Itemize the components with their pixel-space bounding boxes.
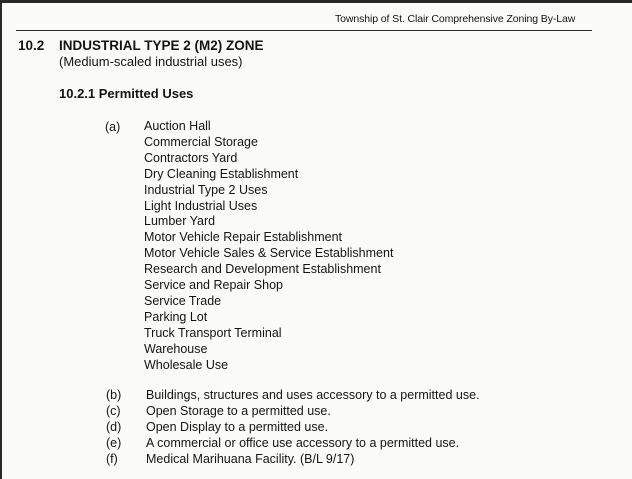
list-item: Motor Vehicle Repair Establishment: [144, 230, 343, 245]
list-item: Light Industrial Uses: [144, 198, 258, 213]
list-item: Dry Cleaning Establishment: [144, 166, 299, 181]
list-item-text: Medical Marihuana Facility. (B/L 9/17): [146, 451, 355, 466]
list-item: Service Trade: [144, 293, 222, 308]
list-marker-a: (a): [105, 120, 121, 134]
list-item: Service and Repair Shop: [144, 278, 283, 293]
list-item: Commercial Storage: [144, 134, 258, 149]
list-item-text: Open Display to a permitted use.: [146, 419, 329, 434]
list-marker: (b): [106, 388, 122, 402]
list-item: Wholesale Use: [144, 357, 229, 372]
section-number: 10.2: [18, 38, 45, 53]
list-item: Truck Transport Terminal: [144, 325, 282, 340]
list-item: Warehouse: [144, 341, 208, 356]
list-item: Contractors Yard: [144, 150, 238, 165]
list-marker: (e): [106, 435, 122, 450]
list-item: Auction Hall: [144, 119, 211, 133]
section-title: INDUSTRIAL TYPE 2 (M2) ZONE: [59, 38, 264, 53]
list-item-text: A commercial or office use accessory to a permitted use.: [146, 435, 460, 450]
subsection-heading: 10.2.1 Permitted Uses: [59, 86, 194, 101]
list-item: Industrial Type 2 Uses: [144, 182, 268, 197]
list-item: Motor Vehicle Sales & Service Establishment: [144, 246, 394, 261]
permitted-uses-list: [144, 119, 393, 374]
list-item-text: Open Storage to a permitted use.: [146, 403, 331, 418]
list-marker: (d): [106, 419, 122, 434]
list-item: Research and Development Establishment: [144, 262, 381, 277]
list-item-text: Buildings, structures and uses accessory to a permitted use.: [146, 388, 480, 402]
running-header: Township of St. Clair Comprehensive Zoning By-Law: [335, 13, 576, 25]
section-subtitle: (Medium-scaled industrial uses): [59, 54, 243, 69]
list-marker: (f): [106, 451, 118, 466]
list-marker: (c): [106, 403, 121, 418]
header-rule: [16, 30, 592, 31]
list-item: Lumber Yard: [144, 214, 216, 229]
list-item: Parking Lot: [144, 309, 208, 324]
